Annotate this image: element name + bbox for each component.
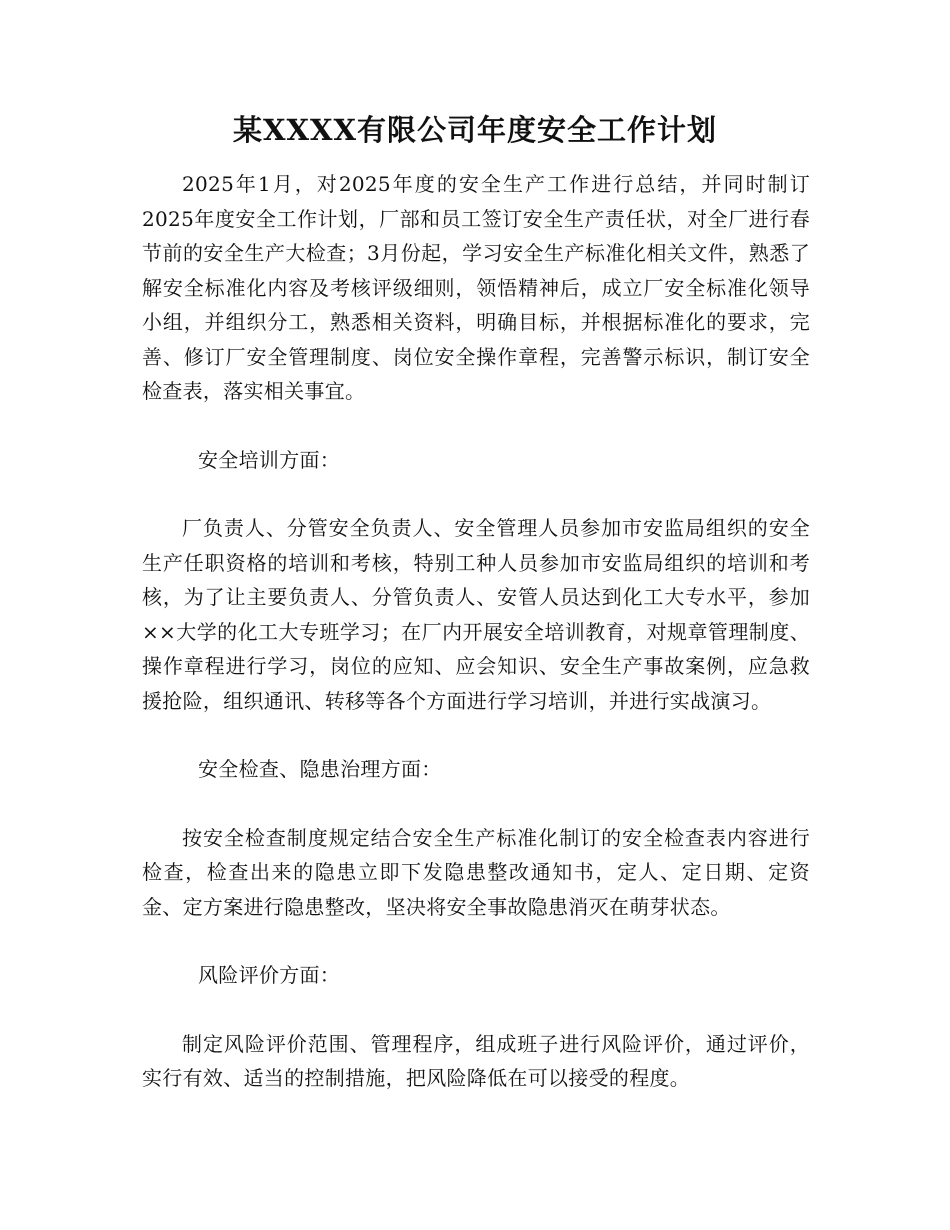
intro-paragraph: 2025年1月，对2025年度的安全生产工作进行总结，并同时制订2025年度安全工作计划，厂部和员工签订安全生产责任状，对全厂进行春节前的安全生产大检查；3月份起，学习安全生产标准化相关文件，熟悉了解安全标准化内容及考核评级细则，领悟精神后，成立厂安全标准化领导小组，并组织分工，熟悉相关资料，明确目标，并根据标准化的要求，完善、修订厂安全管理制度、岗位安全操作章程，完善警示标识，制订安全检查表，落实相关事宜。 xyxy=(142,172,810,403)
document-title: 某XXXX有限公司年度安全工作计划 xyxy=(232,113,717,147)
paragraph-gap xyxy=(142,477,810,511)
paragraph-gap xyxy=(142,718,810,752)
section-text-inspection: 按安全检查制度规定结合安全生产标准化制订的安全检查表内容进行检查，检查出来的隐患立即下发隐患整改通知书，定人、定日期、定资金、定方案进行隐患整改，坚决将安全事故隐患消灭在萌芽状态。 xyxy=(142,825,810,919)
paragraph-gap xyxy=(142,993,810,1027)
section-text-training: 厂负责人、分管安全负责人、安全管理人员参加市安监局组织的安全生产任职资格的培训和考核，特别工种人员参加市安监局组织的培训和考核，为了让主要负责人、分管负责人、安管人员达到化工大专水平，参加××大学的化工大专班学习；在厂内开展安全培训教育，对规章管理制度、操作章程进行学习，岗位的应知、应会知识、安全生产事故案例，应急救援抢险，组织通讯、转移等各个方面进行学习培训，并进行实战演习。 xyxy=(142,516,810,713)
paragraph-gap xyxy=(142,787,810,821)
document-body xyxy=(142,167,810,1096)
paragraph-gap xyxy=(142,409,810,443)
section-heading-inspection: 安全检查、隐患治理方面： xyxy=(198,757,442,781)
section-heading-risk: 风险评价方面： xyxy=(198,963,341,987)
paragraph-gap xyxy=(142,924,810,958)
section-text-risk: 制定风险评价范围、管理程序，组成班子进行风险评价，通过评价，实行有效、适当的控制措施，把风险降低在可以接受的程度。 xyxy=(142,1031,810,1090)
section-heading-training: 安全培训方面： xyxy=(198,447,341,472)
